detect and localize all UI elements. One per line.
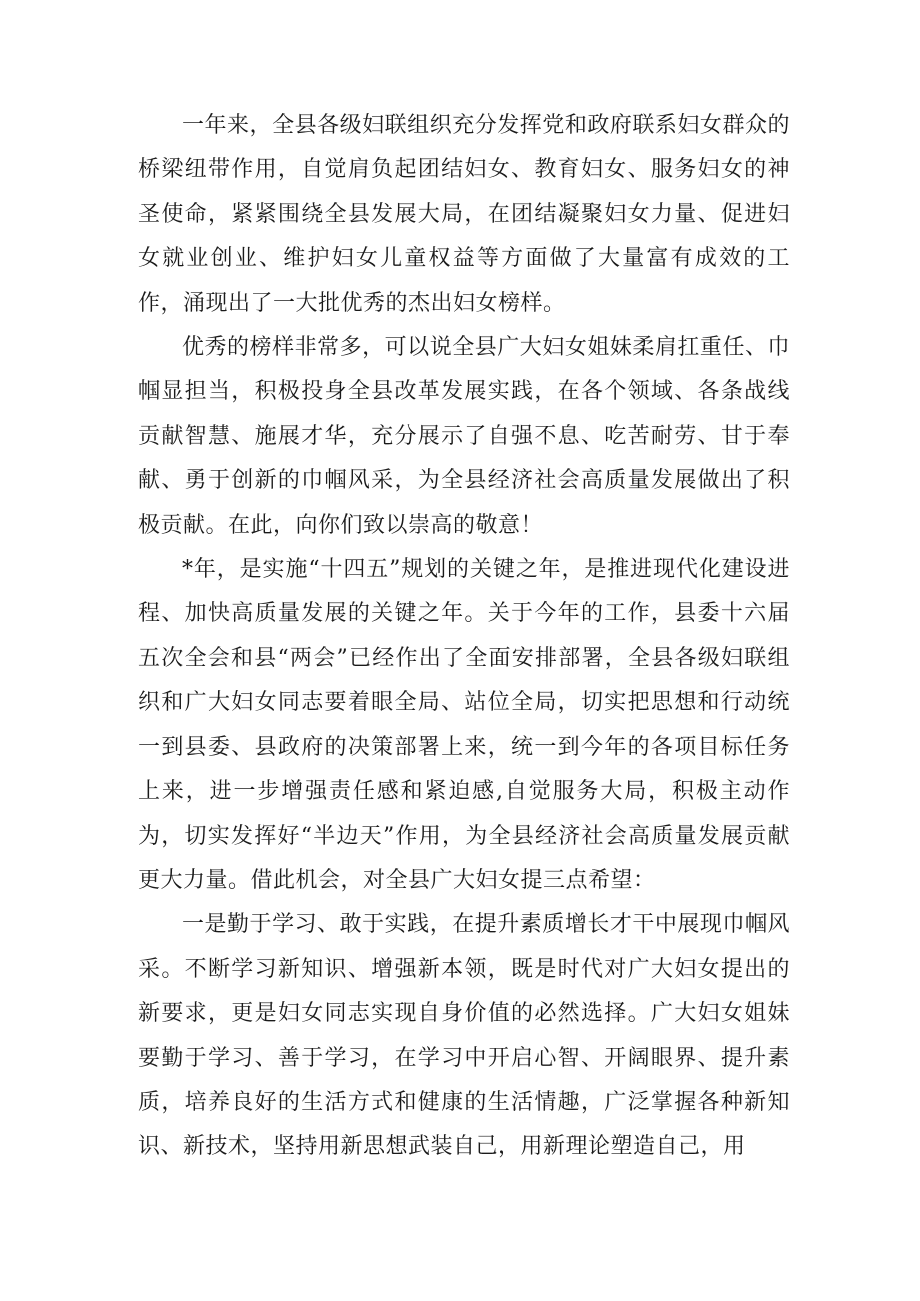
paragraph-3: *年，是实施“十四五”规划的关键之年，是推进现代化建设进程、加快高质量发展的关键之年。关于今年的工作，县委十六届五次全会和县“两会”已经作出了全面安排部署，全县各级妇联组织和广大妇女同志要着眼全局、站位全局，切实把思想和行动统一到县委、县政府的决策部署上来，统一到今年的各项目标任务上来，进一步增强责任感和紧迫感,自觉服务大局，积极主动作为，切实发挥好“半边天”作用，为全县经济社会高质量发展贡献更大力量。借此机会，对全县广大妇女提三点希望： xyxy=(138,557,790,893)
document-body xyxy=(138,104,790,1170)
paragraph-4: 一是勤于学习、敢于实践，在提升素质增长才干中展现巾帼风采。不断学习新知识、增强新本领，既是时代对广大妇女提出的新要求，更是妇女同志实现自身价值的必然选择。广大妇女姐妹要勤于学习、善于学习，在学习中开启心智、开阔眼界、提升素质，培养良好的生活方式和健康的生活情趣，广泛掌握各种新知识、新技术，坚持用新思想武装自己，用新理论塑造自己，用 xyxy=(138,912,790,1160)
paragraph-2: 优秀的榜样非常多，可以说全县广大妇女姐妹柔肩扛重任、巾帼显担当，积极投身全县改革发展实践，在各个领域、各条战线贡献智慧、施展才华，充分展示了自强不息、吃苦耐劳、甘于奉献、勇于创新的巾帼风采，为全县经济社会高质量发展做出了积极贡献。在此，向你们致以崇高的敬意！ xyxy=(138,335,790,538)
paragraph-1: 一年来，全县各级妇联组织充分发挥党和政府联系妇女群众的桥梁纽带作用，自觉肩负起团结妇女、教育妇女、服务妇女的神圣使命，紧紧围绕全县发展大局，在团结凝聚妇女力量、促进妇女就业创业、维护妇女儿童权益等方面做了大量富有成效的工作，涌现出了一大批优秀的杰出妇女榜样。 xyxy=(138,113,790,316)
